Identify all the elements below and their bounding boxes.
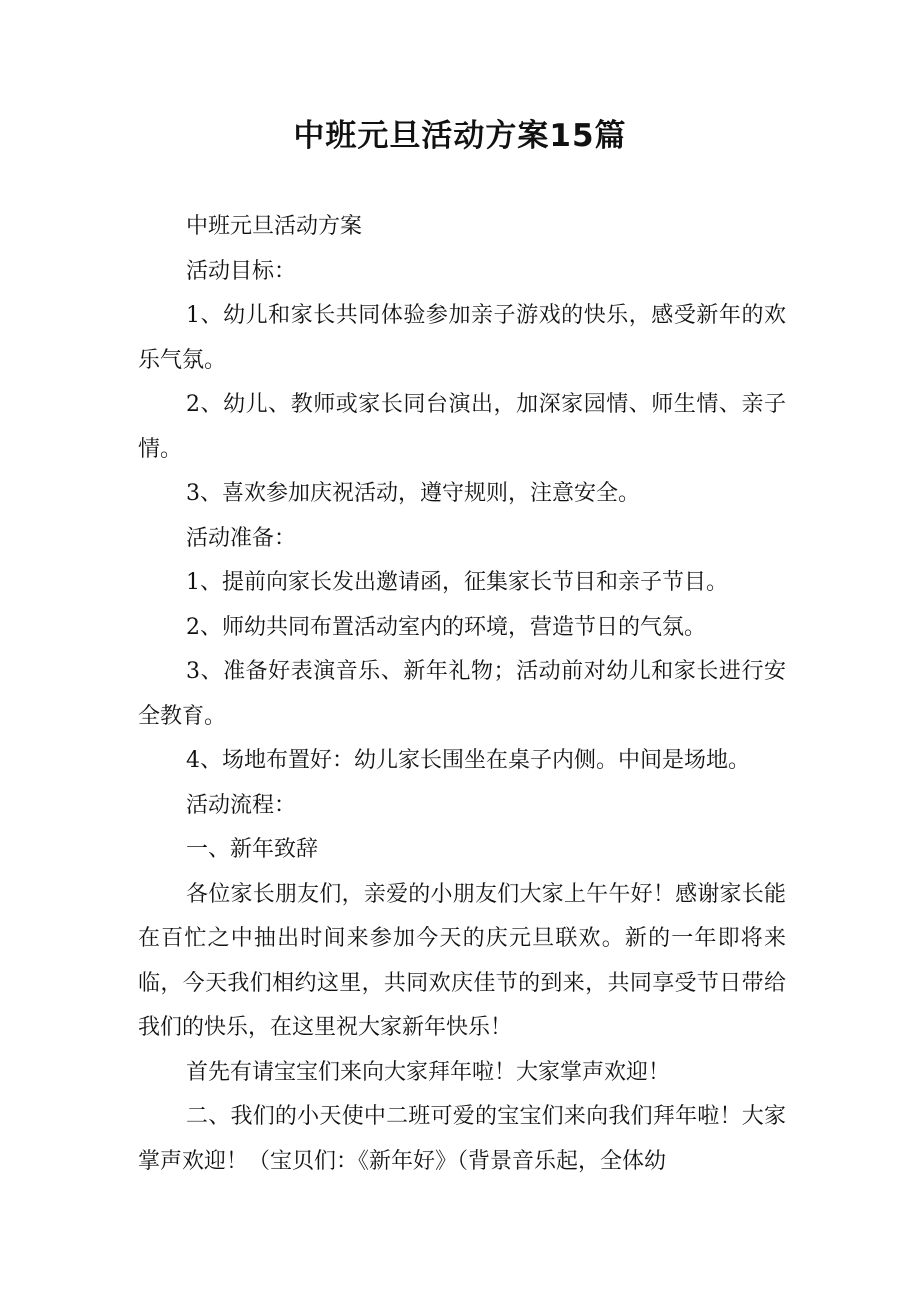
paragraph-9: 3、准备好表演音乐、新年礼物；活动前对幼儿和家长进行安全教育。 bbox=[138, 659, 786, 729]
paragraph-10: 4、场地布置好：幼儿家长围坐在桌子内侧。中间是场地。 bbox=[186, 748, 750, 773]
paragraph-11: 活动流程： bbox=[186, 792, 297, 818]
paragraph-4: 2、幼儿、教师或家长同台演出，加深家园情、师生情、亲子情。 bbox=[138, 392, 786, 462]
paragraph-2: 活动目标： bbox=[186, 258, 297, 284]
paragraph-13: 各位家长朋友们，亲爱的小朋友们大家上午午好！感谢家长能在百忙之中抽出时间来参加今天的庆元旦联欢。新的一年即将来临，今天我们相约这里，共同欢庆佳节的到来，共同享受节日带给我们的快乐，在这里祝大家新年快乐！ bbox=[138, 881, 786, 1040]
paragraph-14: 首先有请宝宝们来向大家拜年啦！大家掌声欢迎！ bbox=[186, 1059, 671, 1085]
document-body bbox=[138, 205, 786, 1184]
paragraph-15: 二、我们的小天使中二班可爱的宝宝们来向我们拜年啦！大家掌声欢迎！（宝贝们：《新年好》（背景音乐起，全体幼 bbox=[138, 1104, 786, 1174]
paragraph-3: 1、幼儿和家长共同体验参加亲子游戏的快乐，感受新年的欢乐气氛。 bbox=[138, 303, 786, 373]
paragraph-1: 中班元旦活动方案 bbox=[186, 214, 363, 239]
document-title: 中班元旦活动方案15篇 bbox=[293, 118, 627, 154]
paragraph-7: 1、提前向家长发出邀请函，征集家长节目和亲子节目。 bbox=[186, 570, 728, 595]
paragraph-5: 3、喜欢参加庆祝活动，遵守规则，注意安全。 bbox=[186, 481, 640, 506]
paragraph-12: 一、新年致辞 bbox=[186, 837, 319, 862]
paragraph-6: 活动准备： bbox=[186, 525, 297, 551]
paragraph-8: 2、师幼共同布置活动室内的环境，营造节日的气氛。 bbox=[186, 614, 706, 640]
